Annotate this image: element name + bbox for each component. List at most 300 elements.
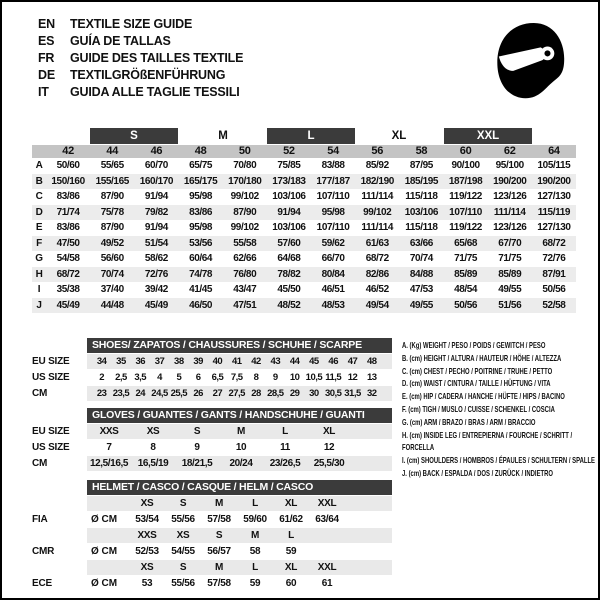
- cell: 107/110: [316, 222, 350, 233]
- measurement-row: [32, 174, 576, 190]
- value-cell: 56/57: [207, 546, 231, 557]
- legend-item: C. (cm) CHEST / PECHO / POITRINE / TRUHE / PETTO: [402, 365, 553, 376]
- cell: 12,5/16,5: [89, 458, 129, 469]
- cell: 170/180: [228, 175, 262, 187]
- cell: 28: [251, 388, 261, 399]
- cell: 8: [253, 372, 259, 383]
- cell: 29: [289, 388, 300, 399]
- cell: 50/60: [56, 160, 80, 171]
- cell: 39: [193, 356, 203, 367]
- value-cell: 54/55: [171, 546, 195, 557]
- cell: 46/50: [189, 299, 213, 311]
- cell: 71/75: [498, 253, 522, 264]
- cell: 9: [272, 372, 278, 383]
- cell: 53/56: [189, 237, 213, 249]
- measurement-row: [32, 267, 576, 283]
- cell: 68/72: [56, 268, 80, 280]
- cell: 10: [289, 372, 300, 383]
- language-code: DE: [38, 67, 55, 82]
- language-title-line: [38, 83, 243, 100]
- cell: 40: [212, 356, 223, 367]
- cell: 83/86: [189, 206, 213, 218]
- legend-item: A. (Kg) WEIGHT / PESO / POIDS / GEWITCH / PESO: [402, 340, 546, 350]
- legend-item: J. (cm) BACK / ESPALDA / DOS / ZURÜCK / INDIETRO: [402, 467, 553, 478]
- cell: 65/68: [454, 237, 478, 249]
- value-cell: 59: [249, 578, 261, 589]
- cell: 62/66: [233, 253, 257, 264]
- cell: 5: [176, 372, 182, 383]
- cell: 95/98: [189, 191, 213, 202]
- cell: 87/91: [542, 268, 566, 280]
- cell: 115/118: [405, 222, 438, 233]
- shoes-cm-values: [87, 386, 392, 401]
- cell: 48/54: [454, 284, 478, 295]
- cell: 48/52: [277, 299, 301, 311]
- value-cell: 57/58: [207, 514, 231, 525]
- cell: 91/94: [277, 206, 301, 218]
- cell: XXS: [99, 426, 119, 437]
- value-cell: 63/64: [315, 514, 339, 525]
- cell: 37/40: [100, 284, 124, 295]
- cell: 65/75: [189, 160, 213, 171]
- language-title-line: [38, 15, 243, 32]
- cell: 70/80: [233, 160, 257, 171]
- legend-item: E. (cm) HIP / CADERA / HANCHE / HÜFTE / HIPS / BACINO: [402, 391, 565, 402]
- cell: 127/130: [537, 191, 571, 202]
- size-cell: XXL: [317, 498, 337, 509]
- cell: 173/183: [272, 175, 306, 187]
- cell: 18/21,5: [181, 458, 213, 469]
- cell: XS: [146, 426, 160, 437]
- cell: 76/80: [233, 268, 257, 280]
- size-cell: S: [215, 530, 223, 541]
- cell: 91/94: [144, 222, 168, 233]
- gloves-eu-row: [32, 424, 392, 439]
- cell: 60/70: [144, 160, 168, 171]
- cell: 23: [96, 388, 107, 399]
- size-cell: M: [250, 530, 260, 541]
- size-col-46: 46: [150, 145, 163, 157]
- cm-label: CM: [32, 388, 48, 399]
- size-cell: [309, 528, 345, 543]
- guide-title: GUIDA ALLE TAGLIE TESSILI: [70, 84, 240, 99]
- cell: 150/160: [51, 175, 85, 187]
- size-col-42: 42: [62, 145, 74, 157]
- cell: 57/60: [277, 237, 301, 249]
- cell: 48: [367, 356, 377, 367]
- size-band-l: L: [267, 128, 355, 144]
- size-cell: XS: [176, 530, 190, 541]
- cell: 24,5: [151, 388, 168, 399]
- cell: 44/48: [100, 299, 124, 311]
- cell: 160/170: [139, 175, 174, 187]
- cell: 10,5: [305, 372, 323, 383]
- cell: 85/89: [454, 268, 478, 280]
- gloves-us-values: [87, 440, 392, 455]
- cell: 55/65: [100, 160, 124, 171]
- size-col-62: 62: [503, 145, 516, 157]
- cell: 66/70: [321, 253, 345, 264]
- shoes-table: [32, 338, 392, 401]
- cell: 23,5: [112, 388, 130, 399]
- cell: 95/98: [321, 206, 345, 218]
- cell: 190/200: [537, 175, 571, 187]
- cell: 85/89: [498, 268, 522, 280]
- cell: 190/200: [493, 175, 527, 187]
- size-cell: S: [179, 562, 187, 573]
- cell: 34: [96, 356, 107, 367]
- standard-label: ECE: [32, 578, 52, 589]
- cell: 111/114: [361, 222, 394, 233]
- gloves-table: [32, 408, 392, 471]
- cell: 47: [347, 356, 358, 367]
- measurement-row: [32, 236, 576, 252]
- row-key: A: [35, 160, 43, 171]
- cell: 39/42: [144, 284, 168, 295]
- cell: S: [193, 426, 201, 437]
- helmet-values-row: [32, 512, 392, 527]
- cell: 28,5: [267, 388, 284, 399]
- cell: 45: [309, 356, 319, 367]
- helmet-standard-group: [32, 560, 392, 591]
- empty-cell: [87, 496, 129, 511]
- guide-title: GUIDE DES TAILLES TEXTILE: [70, 50, 244, 65]
- cell: 64/68: [277, 253, 301, 264]
- language-title-line: [38, 32, 243, 49]
- helmet-standard-group: [32, 496, 392, 527]
- cell: 182/190: [360, 175, 394, 187]
- empty-cell: [87, 528, 129, 543]
- legend-item: D. (cm) WAIST / CINTURA / TAILLE / HÜFTUNG / VITA: [402, 378, 551, 389]
- cell: 49/55: [498, 284, 522, 295]
- cell: 155/165: [95, 175, 129, 187]
- language-code: IT: [38, 84, 49, 99]
- guide-title: TEXTILE SIZE GUIDE: [70, 16, 193, 31]
- cell: 83/86: [56, 191, 80, 202]
- cell: 6,5: [211, 372, 224, 383]
- cell: 35: [116, 356, 126, 367]
- row-key: E: [35, 222, 43, 233]
- measurement-row: [32, 158, 576, 174]
- value-cell: 52/53: [135, 546, 159, 557]
- eu-size-label: EU SIZE: [32, 356, 70, 367]
- language-code: ES: [38, 33, 55, 48]
- size-col-50: 50: [238, 145, 251, 157]
- cell: 51/56: [498, 299, 522, 311]
- cell: 111/114: [361, 191, 394, 202]
- cell: 27: [212, 388, 223, 399]
- helmet-sizes: [87, 560, 392, 575]
- empty-cell: [87, 560, 129, 575]
- legend-item: I. (cm) SHOULDERS / HOMBROS / ÉPAULES / SCHULTERN / SPALLE: [402, 455, 595, 466]
- cell: 49/54: [365, 299, 389, 311]
- cell: 24: [135, 388, 146, 399]
- corner-cell: [32, 145, 46, 158]
- cell: 59/62: [321, 237, 345, 249]
- legend-item: H. (cm) INSIDE LEG / ENTREPIERNA / FOURCHE / SCHRITT / FORCELLA: [402, 429, 573, 453]
- guide-title: TEXTILGRÖßENFÜHRUNG: [70, 67, 226, 82]
- cell: 90/100: [451, 160, 480, 171]
- size-band-xl: XL: [391, 130, 407, 142]
- cell: 41: [231, 356, 242, 367]
- diameter-label: Ø CM: [91, 546, 118, 557]
- language-title-line: [38, 49, 243, 66]
- cell: 13: [367, 372, 377, 383]
- size-col-44: 44: [106, 145, 119, 157]
- shoes-us-row: [32, 370, 392, 385]
- size-band-xxl: XXL: [444, 128, 532, 144]
- cell: 103/106: [404, 206, 439, 218]
- cell: 45/50: [277, 284, 301, 295]
- diameter-label: Ø CM: [91, 514, 118, 525]
- cell: 70/74: [100, 268, 124, 280]
- size-col-54: 54: [327, 145, 339, 157]
- cell: 107/110: [449, 206, 482, 218]
- size-cell: M: [214, 498, 224, 509]
- language-title-line: [38, 66, 243, 83]
- cell: 49/55: [409, 299, 433, 311]
- helmet-sizes: [87, 528, 392, 543]
- cell: 4: [157, 372, 162, 383]
- measurement-rows: [32, 158, 576, 313]
- cell: 46/51: [321, 284, 345, 295]
- cell: 83/88: [321, 160, 345, 171]
- measurement-row: [32, 205, 576, 221]
- cell: 42: [251, 356, 261, 367]
- cell: 119/122: [449, 191, 482, 202]
- cell: 70/74: [409, 253, 433, 264]
- size-cell: XXS: [137, 530, 157, 541]
- helmet-values-row: [32, 544, 392, 559]
- gloves-us-row: [32, 440, 392, 455]
- size-cell: L: [252, 498, 258, 509]
- cell: 84/88: [409, 268, 433, 280]
- cell: 87/90: [233, 206, 257, 218]
- cell: 68/72: [542, 237, 566, 249]
- cell: 2,5: [115, 372, 127, 383]
- cell: 99/102: [230, 222, 259, 233]
- value-cell: 61: [321, 578, 333, 589]
- value-cell: 61/62: [279, 514, 303, 525]
- measurement-row: [32, 189, 576, 205]
- cell: 82/86: [365, 268, 389, 280]
- cell: 127/130: [537, 222, 571, 233]
- cell: 91/94: [144, 191, 168, 202]
- gloves-cm-values: [87, 456, 392, 471]
- helmet-sizes-row: [32, 528, 392, 543]
- us-size-label: US SIZE: [32, 442, 70, 453]
- cell: 87/90: [100, 191, 124, 202]
- standard-label: FIA: [32, 514, 48, 525]
- cell: 46/52: [365, 284, 389, 295]
- cell: 44: [289, 356, 300, 367]
- size-col-48: 48: [194, 145, 207, 157]
- value-cell: 59/60: [243, 514, 267, 525]
- cell: 7,5: [230, 372, 243, 383]
- empty-label: [32, 496, 87, 511]
- cell: 32: [367, 388, 377, 399]
- row-key: B: [35, 175, 43, 187]
- size-cell: L: [252, 562, 258, 573]
- cell: 71/75: [454, 253, 478, 264]
- cell: 79/82: [144, 206, 168, 218]
- cell: 87/95: [409, 160, 433, 171]
- cell: 27,5: [228, 388, 245, 399]
- row-key: G: [35, 253, 43, 264]
- gloves-table-title: GLOVES / GUANTES / GANTS / HANDSCHUHE / GUANTI: [87, 408, 392, 423]
- helmet-values: [87, 576, 392, 591]
- helmet-sizes-row: [32, 560, 392, 575]
- cell: 50/56: [542, 284, 566, 295]
- cell: 7: [106, 442, 112, 453]
- cell: 56/60: [100, 253, 124, 264]
- cell: 9: [194, 442, 200, 453]
- cell: 85/92: [365, 160, 389, 171]
- helmet-values: [87, 544, 392, 559]
- cell: 48/53: [321, 299, 345, 311]
- cell: 46: [328, 356, 338, 367]
- cell: 25,5/30: [313, 458, 345, 469]
- cell: 20/24: [229, 458, 253, 469]
- standard-label: CMR: [32, 546, 55, 557]
- cell: 75/78: [100, 206, 124, 218]
- helmet-table-title: HELMET / CASCO / CASQUE / HELM / CASCO: [87, 480, 392, 495]
- size-col-58: 58: [415, 145, 428, 157]
- cell: 43: [270, 356, 281, 367]
- cell: 49/52: [100, 237, 124, 249]
- helmet-values: [87, 512, 392, 527]
- value-cell: 55/56: [171, 514, 195, 525]
- measurement-row: [32, 282, 576, 298]
- cell: 80/84: [321, 268, 345, 280]
- cell: 63/66: [409, 237, 433, 249]
- cell: 30,5: [324, 388, 342, 399]
- helmet-standard-groups: [32, 496, 392, 591]
- measurement-legend: [402, 339, 597, 480]
- size-cell: XS: [140, 498, 154, 509]
- value-cell: 59: [285, 546, 297, 557]
- cell: 12: [347, 372, 358, 383]
- cell: 50/56: [454, 299, 478, 311]
- cell: 37: [154, 356, 165, 367]
- cell: 123/126: [493, 222, 527, 233]
- row-key: H: [35, 268, 43, 280]
- cell: 95/98: [189, 222, 213, 233]
- size-cell: XL: [284, 498, 298, 509]
- shoes-table-title: SHOES/ ZAPATOS / CHAUSSURES / SCHUHE / SCARPE: [87, 338, 392, 353]
- cell: 54/58: [56, 253, 80, 264]
- value-cell: [309, 544, 345, 559]
- cell: 16,5/19: [137, 458, 169, 469]
- eu-size-label: EU SIZE: [32, 426, 70, 437]
- shoes-eu-row: [32, 354, 392, 369]
- value-cell: 60: [285, 578, 297, 589]
- helmet-values-row: [32, 576, 392, 591]
- shoes-eu-values: [87, 354, 392, 369]
- cell: 71/74: [56, 206, 80, 218]
- size-number-header-row: [32, 145, 576, 158]
- measurement-row: [32, 298, 576, 314]
- cell: 68/72: [365, 253, 389, 264]
- cm-label: CM: [32, 458, 48, 469]
- cell: 26: [193, 388, 203, 399]
- cell: 103/106: [272, 222, 306, 233]
- cell: 36: [135, 356, 146, 367]
- size-col-64: 64: [548, 145, 560, 157]
- value-cell: 53/54: [135, 514, 159, 525]
- cell: 115/118: [405, 191, 438, 202]
- helmet-standard-group: [32, 528, 392, 559]
- cell: M: [237, 426, 245, 437]
- cell: 8: [150, 442, 156, 453]
- textile-size-table: [32, 128, 576, 313]
- cell: 185/195: [404, 175, 439, 187]
- size-cell: S: [179, 498, 187, 509]
- cell: 67/70: [498, 237, 522, 249]
- size-cell: M: [214, 562, 224, 573]
- cell: 2: [99, 372, 105, 383]
- cell: 99/102: [363, 206, 392, 218]
- cell: 87/90: [100, 222, 124, 233]
- cell: 11,5: [325, 372, 342, 383]
- cell: XL: [323, 426, 335, 437]
- cell: 35/38: [56, 284, 80, 295]
- cell: L: [282, 426, 288, 437]
- language-code: EN: [38, 16, 55, 31]
- row-key: I: [37, 284, 41, 295]
- cell: 31,5: [344, 388, 361, 399]
- cell: 47/50: [56, 237, 80, 249]
- language-code: FR: [38, 50, 55, 65]
- legend-item: B. (cm) HEIGHT / ALTURA / HAUTEUR / HÖHE / ALTEZZA: [402, 352, 562, 363]
- cell: 30: [309, 388, 319, 399]
- us-size-label: US SIZE: [32, 372, 70, 383]
- cell: 3,5: [134, 372, 147, 383]
- shoes-us-values: [87, 370, 392, 385]
- cell: 11: [280, 442, 290, 453]
- row-key: C: [35, 191, 43, 202]
- cell: 103/106: [272, 191, 306, 202]
- cell: 23/26,5: [269, 458, 301, 469]
- cell: 47/51: [233, 299, 257, 311]
- cell: 25,5: [170, 388, 188, 399]
- cell: 72/76: [144, 268, 168, 280]
- cell: 60/64: [189, 253, 213, 264]
- cell: 12: [323, 442, 335, 453]
- cell: 111/114: [493, 206, 526, 218]
- cell: 47/53: [409, 284, 433, 295]
- diameter-label: Ø CM: [91, 578, 118, 589]
- measurement-row: [32, 251, 576, 267]
- size-cell: XS: [140, 562, 154, 573]
- cell: 61/63: [365, 237, 389, 249]
- cell: 99/102: [230, 191, 259, 202]
- cell: 43/47: [233, 284, 257, 295]
- size-col-52: 52: [283, 145, 295, 157]
- guide-title: GUÍA DE TALLAS: [70, 33, 171, 48]
- cell: 55/58: [233, 237, 257, 249]
- cell: 52/58: [542, 299, 566, 311]
- cell: 123/126: [493, 191, 527, 202]
- row-key: J: [36, 299, 42, 311]
- cell: 6: [195, 372, 201, 383]
- cell: 38: [174, 356, 184, 367]
- size-band-m: M: [218, 130, 228, 142]
- legend-item: F. (cm) TIGH / MUSLO / CUISSE / SCHENKEL / COSCIA: [402, 403, 555, 414]
- cell: 115/119: [537, 206, 571, 218]
- cell: 72/76: [542, 253, 566, 264]
- cell: 119/122: [449, 222, 482, 233]
